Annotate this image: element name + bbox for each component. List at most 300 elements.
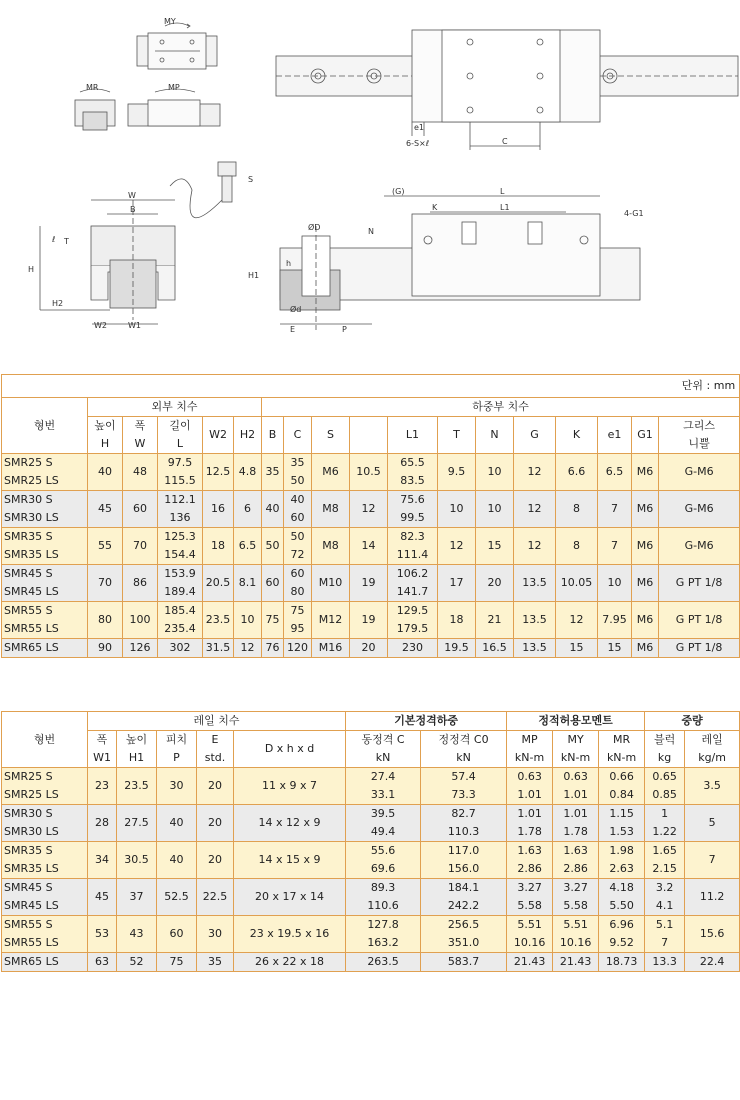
- cell-value: 4.8: [238, 465, 257, 478]
- cell-value: 18: [449, 613, 464, 626]
- cell-value: 1.78: [517, 825, 542, 838]
- model-name: SMR30 S: [4, 807, 53, 820]
- cell-value: 129.5: [396, 604, 429, 617]
- cell-value: 50: [290, 530, 305, 543]
- value-cell: [514, 454, 556, 491]
- column-header: [438, 417, 476, 454]
- cell-value: 1.01: [563, 807, 588, 820]
- label-h-small: h: [286, 259, 292, 268]
- cell-value: 55: [98, 539, 112, 552]
- model-cell: [2, 528, 88, 565]
- model-cell: [2, 805, 88, 842]
- value-cell: [117, 879, 157, 916]
- cell-value: 12: [240, 641, 255, 654]
- cell-value: 30: [169, 779, 184, 792]
- value-cell: [598, 528, 632, 565]
- model-cell: [2, 879, 88, 916]
- column-header-line: MP: [521, 733, 538, 746]
- cell-value: 75: [265, 613, 280, 626]
- cell-value: 26 x 22 x 18: [255, 955, 325, 968]
- cell-value: 351.0: [447, 936, 480, 949]
- cell-value: 1.63: [517, 844, 542, 857]
- cell-value: 136: [169, 511, 191, 524]
- model-cell: [2, 953, 88, 972]
- cell-value: 43: [129, 927, 144, 940]
- value-cell: [514, 528, 556, 565]
- cell-value: 45: [98, 502, 112, 515]
- model-name: SMR55 LS: [4, 622, 59, 635]
- value-cell: [234, 842, 346, 879]
- cell-value: 19.5: [444, 641, 469, 654]
- cell-value: 12: [569, 613, 584, 626]
- value-cell: [599, 953, 645, 972]
- cell-value: 15: [487, 539, 502, 552]
- value-cell: [117, 842, 157, 879]
- model-name: SMR65 LS: [4, 955, 59, 968]
- column-header-line: 블럭: [653, 733, 676, 746]
- value-cell: [556, 565, 598, 602]
- value-cell: [123, 528, 158, 565]
- value-cell: [514, 602, 556, 639]
- cell-value: 33.1: [370, 788, 396, 801]
- model-name: SMR25 LS: [4, 474, 59, 487]
- value-cell: [476, 565, 514, 602]
- column-header: [262, 417, 284, 454]
- cell-value: 20: [208, 779, 222, 792]
- value-cell: [507, 805, 553, 842]
- cell-value: 13.5: [522, 576, 547, 589]
- value-cell: [346, 953, 421, 972]
- cell-value: 5.50: [609, 899, 634, 912]
- value-cell: [599, 805, 645, 842]
- value-cell: [157, 916, 197, 953]
- value-cell: [599, 916, 645, 953]
- model-name: SMR55 S: [4, 918, 53, 931]
- label-l1: L1: [500, 203, 510, 212]
- value-cell: [438, 528, 476, 565]
- column-header-line: 높이: [94, 419, 116, 432]
- column-header-line: 정정격 C0: [438, 733, 489, 746]
- cell-value: 70: [98, 576, 112, 589]
- value-cell: [197, 842, 234, 879]
- value-cell: [346, 842, 421, 879]
- value-cell: [659, 565, 740, 602]
- value-cell: [117, 768, 157, 805]
- cell-value: 11.2: [699, 890, 725, 903]
- cell-value: 14 x 15 x 9: [258, 853, 321, 866]
- value-cell: [158, 491, 203, 528]
- cell-value: 154.4: [164, 548, 196, 561]
- cell-value: 7: [611, 502, 618, 515]
- value-cell: [632, 528, 659, 565]
- column-header: [507, 731, 553, 768]
- cell-value: 185.4: [164, 604, 196, 617]
- label-b: B: [130, 205, 136, 214]
- value-cell: [438, 565, 476, 602]
- cell-value: 12: [527, 539, 542, 552]
- cell-value: G PT 1/8: [675, 576, 723, 589]
- value-cell: [438, 491, 476, 528]
- cell-value: 86: [133, 576, 147, 589]
- value-cell: [421, 805, 507, 842]
- cell-value: 153.9: [164, 567, 196, 580]
- cell-value: 242.2: [447, 899, 480, 912]
- cell-value: 302: [169, 641, 191, 654]
- value-cell: [158, 602, 203, 639]
- cell-value: 12.5: [205, 465, 231, 478]
- cell-value: 22.4: [699, 955, 725, 968]
- cell-value: 2.63: [609, 862, 634, 875]
- cell-value: M6: [636, 465, 654, 478]
- column-header-line: 니쁠: [688, 437, 710, 450]
- value-cell: [553, 953, 599, 972]
- table-row: [2, 953, 740, 972]
- value-cell: [117, 953, 157, 972]
- column-header: [157, 731, 197, 768]
- column-header: [284, 417, 312, 454]
- cell-value: 5.1: [655, 918, 674, 931]
- cell-value: 4.1: [655, 899, 674, 912]
- model-name: SMR25 LS: [4, 788, 59, 801]
- cell-value: M6: [636, 539, 654, 552]
- value-cell: [312, 602, 350, 639]
- column-header-line: kN-m: [514, 751, 545, 764]
- cell-value: 23: [95, 779, 109, 792]
- value-cell: [123, 491, 158, 528]
- column-header-line: W1: [93, 751, 111, 764]
- column-header-line: G1: [637, 428, 653, 441]
- value-cell: [284, 639, 312, 658]
- value-cell: [88, 491, 123, 528]
- value-cell: [388, 565, 438, 602]
- cell-value: 2.15: [652, 862, 677, 875]
- cell-value: M10: [318, 576, 343, 589]
- column-header-line: C: [293, 428, 302, 441]
- column-header: [659, 417, 740, 454]
- cell-value: 10: [487, 502, 502, 515]
- cell-value: 115.5: [164, 474, 196, 487]
- value-cell: [507, 916, 553, 953]
- value-cell: [421, 953, 507, 972]
- value-cell: [599, 842, 645, 879]
- cell-value: 22.5: [202, 890, 228, 903]
- value-cell: [599, 879, 645, 916]
- cell-value: 1.78: [563, 825, 588, 838]
- cell-value: 65.5: [400, 456, 425, 469]
- column-header: [421, 731, 507, 768]
- column-header: [346, 731, 421, 768]
- cell-value: 72: [290, 548, 305, 561]
- cell-value: 3.5: [703, 779, 721, 792]
- column-header-line: kN-m: [560, 751, 591, 764]
- value-cell: [234, 879, 346, 916]
- value-cell: [123, 639, 158, 658]
- value-cell: [598, 565, 632, 602]
- value-cell: [685, 842, 740, 879]
- group-outer-dimensions: 외부 치수: [88, 398, 262, 417]
- value-cell: [598, 454, 632, 491]
- model-header-2: 형번: [2, 712, 88, 768]
- value-cell: [234, 639, 262, 658]
- value-cell: [123, 454, 158, 491]
- label-w: W: [128, 191, 136, 200]
- cell-value: 75: [169, 955, 184, 968]
- cell-value: 1.63: [563, 844, 588, 857]
- value-cell: [158, 528, 203, 565]
- value-cell: [88, 639, 123, 658]
- cell-value: 3.27: [517, 881, 542, 894]
- table-row: [2, 842, 740, 879]
- group-weight: 중량: [645, 712, 740, 731]
- value-cell: [556, 491, 598, 528]
- cell-value: M6: [322, 465, 339, 478]
- column-header-line: 레일: [701, 733, 723, 746]
- cell-value: 14 x 12 x 9: [258, 816, 321, 829]
- cell-value: 12: [527, 502, 542, 515]
- value-cell: [88, 805, 117, 842]
- value-cell: [553, 916, 599, 953]
- cell-value: 156.0: [447, 862, 480, 875]
- cell-value: 13.3: [652, 955, 677, 968]
- cell-value: 100: [129, 613, 151, 626]
- cell-value: 28: [95, 816, 109, 829]
- value-cell: [556, 602, 598, 639]
- model-name: SMR35 LS: [4, 548, 59, 561]
- value-cell: [421, 768, 507, 805]
- cell-value: 34: [95, 853, 109, 866]
- value-cell: [346, 768, 421, 805]
- cell-value: 0.63: [517, 770, 542, 783]
- column-header-line: 동정격 C: [361, 733, 405, 746]
- cell-value: 583.7: [447, 955, 480, 968]
- table-row: [2, 491, 740, 528]
- cell-value: 89.3: [370, 881, 396, 894]
- group-load-dimensions: 하중부 치수: [262, 398, 740, 417]
- column-header-line: S: [327, 428, 334, 441]
- column-header-line: W2: [209, 428, 227, 441]
- value-cell: [234, 768, 346, 805]
- column-header: [88, 731, 117, 768]
- cell-value: 17: [449, 576, 464, 589]
- value-cell: [632, 602, 659, 639]
- cell-value: 8: [573, 539, 580, 552]
- label-l: L: [500, 187, 505, 196]
- cell-value: 35: [290, 456, 305, 469]
- cell-value: 5.51: [517, 918, 542, 931]
- cell-value: 1.01: [517, 807, 542, 820]
- value-cell: [685, 953, 740, 972]
- column-header-line: K: [572, 428, 581, 441]
- value-cell: [157, 842, 197, 879]
- group-basic-load-rating: 기본정격하중: [346, 712, 507, 731]
- cell-value: 4.18: [609, 881, 634, 894]
- cell-value: 127.8: [367, 918, 399, 931]
- column-header-line: H2: [239, 428, 256, 441]
- value-cell: [203, 454, 234, 491]
- table-row: [2, 565, 740, 602]
- value-cell: [197, 879, 234, 916]
- block-dimensions-table: [1, 374, 740, 658]
- cell-value: 39.5: [370, 807, 396, 820]
- value-cell: [350, 491, 388, 528]
- model-name: SMR55 S: [4, 604, 53, 617]
- value-cell: [632, 491, 659, 528]
- value-cell: [645, 953, 685, 972]
- model-name: SMR35 LS: [4, 862, 59, 875]
- cell-value: 0.66: [609, 770, 634, 783]
- cell-value: 10.16: [559, 936, 592, 949]
- label-t: T: [64, 237, 69, 246]
- table-row: [2, 602, 740, 639]
- cell-value: 6.5: [605, 465, 624, 478]
- value-cell: [117, 805, 157, 842]
- cell-value: 15: [569, 641, 584, 654]
- model-name: SMR25 S: [4, 770, 53, 783]
- value-cell: [438, 602, 476, 639]
- cell-value: 7: [708, 853, 716, 866]
- value-cell: [88, 916, 117, 953]
- cell-value: 1.65: [652, 844, 677, 857]
- cell-value: 8: [573, 502, 580, 515]
- table-row: [2, 768, 740, 805]
- cell-value: 1.53: [609, 825, 634, 838]
- value-cell: [88, 565, 123, 602]
- cell-value: 8.1: [238, 576, 257, 589]
- cell-value: 16.5: [482, 641, 507, 654]
- cell-value: 99.5: [400, 511, 425, 524]
- value-cell: [88, 454, 123, 491]
- label-p: P: [342, 325, 347, 334]
- value-cell: [312, 454, 350, 491]
- cell-value: 63: [95, 955, 109, 968]
- value-cell: [234, 565, 262, 602]
- value-cell: [514, 491, 556, 528]
- cell-value: 1.22: [652, 825, 677, 838]
- cell-value: 126: [129, 641, 151, 654]
- value-cell: [158, 565, 203, 602]
- cell-value: 9.52: [609, 936, 634, 949]
- cell-value: 1.01: [517, 788, 542, 801]
- value-cell: [421, 842, 507, 879]
- cell-value: 10: [240, 613, 255, 626]
- value-cell: [598, 602, 632, 639]
- value-cell: [262, 528, 284, 565]
- column-header: [476, 417, 514, 454]
- cell-value: G-M6: [684, 539, 714, 552]
- label-w2: W2: [94, 321, 107, 330]
- label-c: C: [502, 137, 508, 146]
- cell-value: 110.6: [367, 899, 399, 912]
- cell-value: 35: [265, 465, 280, 478]
- cell-value: 179.5: [396, 622, 429, 635]
- value-cell: [685, 768, 740, 805]
- cell-value: 52.5: [164, 890, 189, 903]
- model-name: SMR45 LS: [4, 899, 59, 912]
- value-cell: [284, 602, 312, 639]
- cell-value: 20: [487, 576, 502, 589]
- column-header: [88, 417, 123, 454]
- cell-value: 20: [361, 641, 376, 654]
- value-cell: [157, 953, 197, 972]
- cell-value: 35: [208, 955, 222, 968]
- cell-value: 10.16: [513, 936, 546, 949]
- value-cell: [685, 879, 740, 916]
- value-cell: [476, 639, 514, 658]
- model-cell: [2, 602, 88, 639]
- cell-value: 40: [290, 493, 305, 506]
- model-cell: [2, 639, 88, 658]
- cell-value: 263.5: [367, 955, 399, 968]
- value-cell: [388, 454, 438, 491]
- value-cell: [284, 454, 312, 491]
- value-cell: [158, 639, 203, 658]
- value-cell: [88, 528, 123, 565]
- value-cell: [234, 454, 262, 491]
- column-header: [158, 417, 203, 454]
- value-cell: [88, 879, 117, 916]
- column-header: [388, 417, 438, 454]
- label-mr: MR: [86, 83, 99, 92]
- column-header-line: kN: [375, 751, 391, 764]
- value-cell: [350, 454, 388, 491]
- cell-value: 50: [290, 474, 305, 487]
- cell-value: M8: [322, 539, 339, 552]
- cell-value: 30.5: [124, 853, 149, 866]
- value-cell: [632, 565, 659, 602]
- cell-value: 0.84: [609, 788, 634, 801]
- cell-value: 10.5: [356, 465, 381, 478]
- value-cell: [553, 805, 599, 842]
- value-cell: [197, 953, 234, 972]
- column-header-line: W: [134, 437, 146, 450]
- label-my: MY: [164, 17, 176, 26]
- label-n: N: [368, 227, 374, 236]
- value-cell: [388, 528, 438, 565]
- column-header-line: kN: [456, 751, 471, 764]
- cell-value: 106.2: [396, 567, 429, 580]
- value-cell: [350, 528, 388, 565]
- cell-value: 10: [607, 576, 622, 589]
- cell-value: 57.4: [451, 770, 476, 783]
- cell-value: 12: [361, 502, 376, 515]
- column-header-line: P: [173, 751, 180, 764]
- value-cell: [556, 639, 598, 658]
- model-cell: [2, 768, 88, 805]
- model-cell: [2, 491, 88, 528]
- cell-value: 75.6: [400, 493, 425, 506]
- cell-value: 19: [361, 613, 376, 626]
- cell-value: 189.4: [164, 585, 196, 598]
- model-name: SMR35 S: [4, 844, 53, 857]
- model-name: SMR25 S: [4, 456, 53, 469]
- value-cell: [197, 805, 234, 842]
- cell-value: M6: [636, 641, 654, 654]
- cell-value: 11 x 9 x 7: [262, 779, 318, 792]
- cell-value: 73.3: [451, 788, 476, 801]
- column-header: [234, 417, 262, 454]
- value-cell: [312, 491, 350, 528]
- model-cell: [2, 565, 88, 602]
- value-cell: [157, 805, 197, 842]
- cell-value: 90: [98, 641, 112, 654]
- value-cell: [157, 768, 197, 805]
- cell-value: 70: [133, 539, 147, 552]
- column-header-line: 폭: [96, 733, 108, 746]
- column-header: [350, 417, 388, 454]
- cell-value: G-M6: [684, 465, 714, 478]
- value-cell: [284, 528, 312, 565]
- model-cell: [2, 916, 88, 953]
